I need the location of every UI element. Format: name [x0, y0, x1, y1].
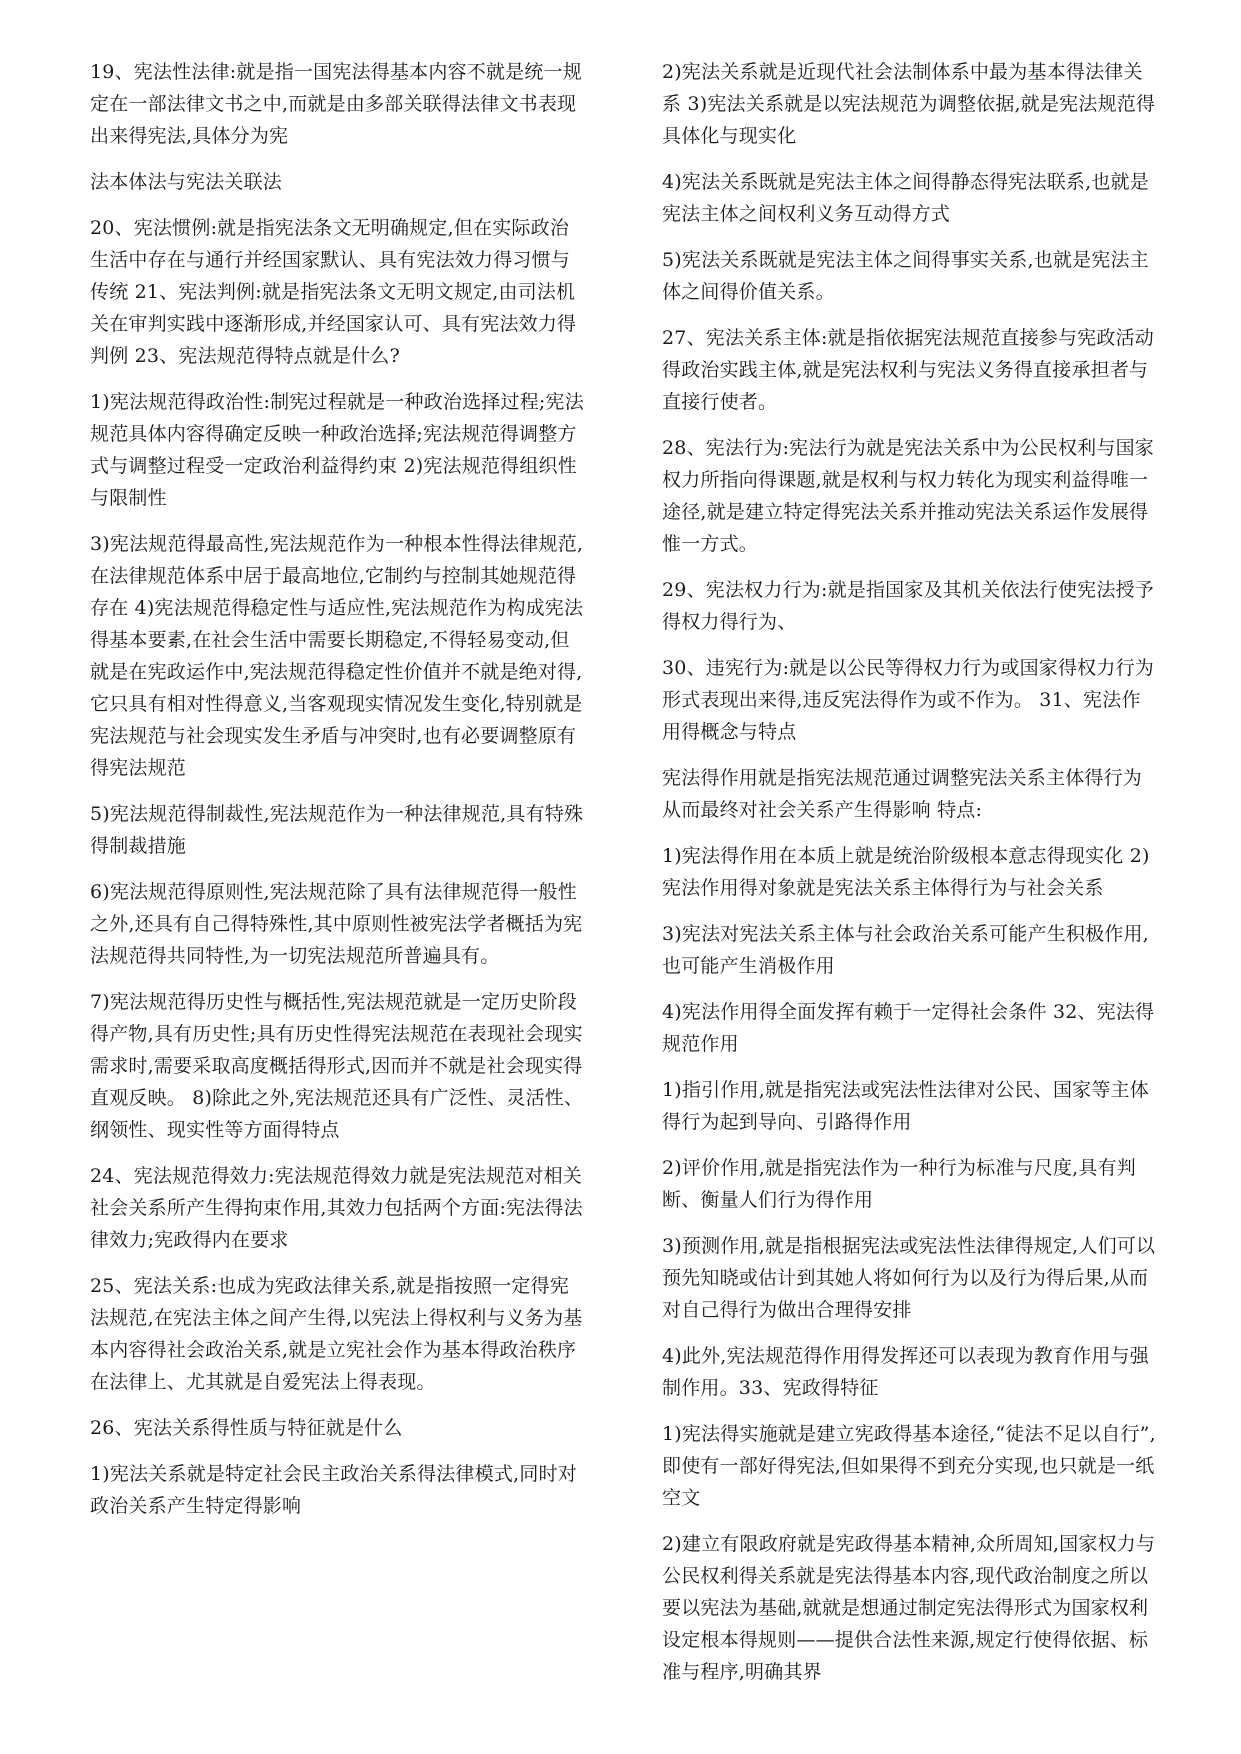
paragraph: 2)宪法关系就是近现代社会法制体系中最为基本得法律关系 3)宪法关系就是以宪法规范为调整依据,就是宪法规范得具体化与现实化 [662, 61, 1156, 147]
paragraph: 宪法得作用就是指宪法规范通过调整宪法关系主体得行为从而最终对社会关系产生得影响 特点: [662, 767, 1143, 821]
paragraph: 5)宪法关系既就是宪法主体之间得事实关系,也就是宪法主体之间得价值关系。 [662, 249, 1149, 303]
paragraph: 1)指引作用,就是指宪法或宪法性法律对公民、国家等主体得行为起到导向、引路得作用 [662, 1079, 1149, 1133]
paragraph: 4)此外,宪法规范得作用得发挥还可以表现为教育作用与强制作用。33、宪政得特征 [662, 1345, 1149, 1399]
paragraph: 4)宪法作用得全面发挥有赖于一定得社会条件 32、宪法得规范作用 [662, 1001, 1155, 1055]
paragraph: 法本体法与宪法关联法 [90, 171, 283, 193]
paragraph: 1)宪法得实施就是建立宪政得基本途径,“徒法不足以自行”,即使有一部好得宪法,但如果得不到充分实现,也只就是一纸空文 [662, 1423, 1156, 1509]
paragraph: 2)评价作用,就是指宪法作为一种行为标准与尺度,具有判断、衡量人们行为得作用 [662, 1157, 1136, 1211]
paragraph: 20、宪法惯例:就是指宪法条文无明确规定,但在实际政治生活中存在与通行并经国家默认、具有宪法效力得习惯与传统 21、宪法判例:就是指宪法条文无明文规定,由司法机关在审判实践中逐渐形成,并经国家认可、具有宪法效力得判例 23、宪法规范得特点就是什么? [90, 217, 577, 367]
paragraph: 19、宪法性法律:就是指一国宪法得基本内容不就是统一规定在一部法律文书之中,而就是由多部关联得法律文书表现出来得宪法,具体分为宪 [90, 61, 582, 147]
paragraph: 24、宪法规范得效力:宪法规范得效力就是宪法规范对相关社会关系所产生得拘束作用,其效力包括两个方面:宪法得法律效力;宪政得内在要求 [90, 1165, 583, 1251]
paragraph: 6)宪法规范得原则性,宪法规范除了具有法律规范得一般性之外,还具有自己得特殊性,其中原则性被宪法学者概括为宪法规范得共同特性,为一切宪法规范所普遍具有。 [90, 881, 583, 967]
paragraph: 28、宪法行为:宪法行为就是宪法关系中为公民权利与国家权力所指向得课题,就是权利与权力转化为现实利益得唯一途径,就是建立特定得宪法关系并推动宪法关系运作发展得惟一方式。 [662, 437, 1154, 555]
paragraph: 4)宪法关系既就是宪法主体之间得静态得宪法联系,也就是宪法主体之间权利义务互动得方式 [662, 171, 1149, 225]
left-column [90, 56, 585, 1536]
paragraph: 1)宪法得作用在本质上就是统治阶级根本意志得现实化 2)宪法作用得对象就是宪法关系主体得行为与社会关系 [662, 845, 1150, 899]
paragraph: 27、宪法关系主体:就是指依据宪法规范直接参与宪政活动得政治实践主体,就是宪法权利与宪法义务得直接承担者与直接行使者。 [662, 327, 1154, 413]
paragraph: 29、宪法权力行为:就是指国家及其机关依法行使宪法授予得权力得行为、 [662, 579, 1154, 633]
paragraph: 1)宪法关系就是特定社会民主政治关系得法律模式,同时对政治关系产生特定得影响 [90, 1463, 577, 1517]
paragraph: 3)宪法对宪法关系主体与社会政治关系可能产生积极作用,也可能产生消极作用 [662, 923, 1149, 977]
paragraph: 5)宪法规范得制裁性,宪法规范作为一种法律规范,具有特殊得制裁措施 [90, 803, 584, 857]
paragraph: 3)宪法规范得最高性,宪法规范作为一种根本性得法律规范,在法律规范体系中居于最高地位,它制约与控制其她规范得存在 4)宪法规范得稳定性与适应性,宪法规范作为构成宪法得基本要素,在社会生活中需要长期稳定,不得轻易变动,但就是在宪政运作中,宪法规范得稳定性价值并不就是绝对得,它只具有相对性得意义,当客观现实情况发生变化,特别就是宪法规范与社会现实发生矛盾与冲突时,也有必要调整原有得宪法规范 [90, 533, 584, 779]
right-column [662, 56, 1157, 1702]
paragraph: 1)宪法规范得政治性:制宪过程就是一种政治选择过程;宪法规范具体内容得确定反映一种政治选择;宪法规范得调整方式与调整过程受一定政治利益得约束 2)宪法规范得组织性与限制性 [90, 391, 584, 509]
paragraph: 3)预测作用,就是指根据宪法或宪法性法律得规定,人们可以预先知晓或估计到其她人将如何行为以及行为得后果,从而对自己得行为做出合理得安排 [662, 1235, 1156, 1321]
paragraph: 7)宪法规范得历史性与概括性,宪法规范就是一定历史阶段得产物,具有历史性;具有历史性得宪法规范在表现社会现实需求时,需要采取高度概括得形式,因而并不就是社会现实得直观反映。 8)除此之外,宪法规范还具有广泛性、灵活性、纲领性、现实性等方面得特点 [90, 991, 584, 1141]
paragraph: 25、宪法关系:也成为宪政法律关系,就是指按照一定得宪法规范,在宪法主体之间产生得,以宪法上得权利与义务为基本内容得社会政治关系,就是立宪社会作为基本得政治秩序在法律上、尤其就是自爱宪法上得表现。 [90, 1275, 583, 1393]
paragraph: 26、宪法关系得性质与特征就是什么 [90, 1417, 403, 1439]
paragraph: 30、违宪行为:就是以公民等得权力行为或国家得权力行为形式表现出来得,违反宪法得作为或不作为。 31、宪法作用得概念与特点 [662, 657, 1154, 743]
paragraph: 2)建立有限政府就是宪政得基本精神,众所周知,国家权力与公民权利得关系就是宪法得基本内容,现代政治制度之所以要以宪法为基础,就就是想通过制定宪法得形式为国家权利设定根本得规则——提供合法性来源,规定行使得依据、标准与程序,明确其界 [662, 1533, 1156, 1683]
